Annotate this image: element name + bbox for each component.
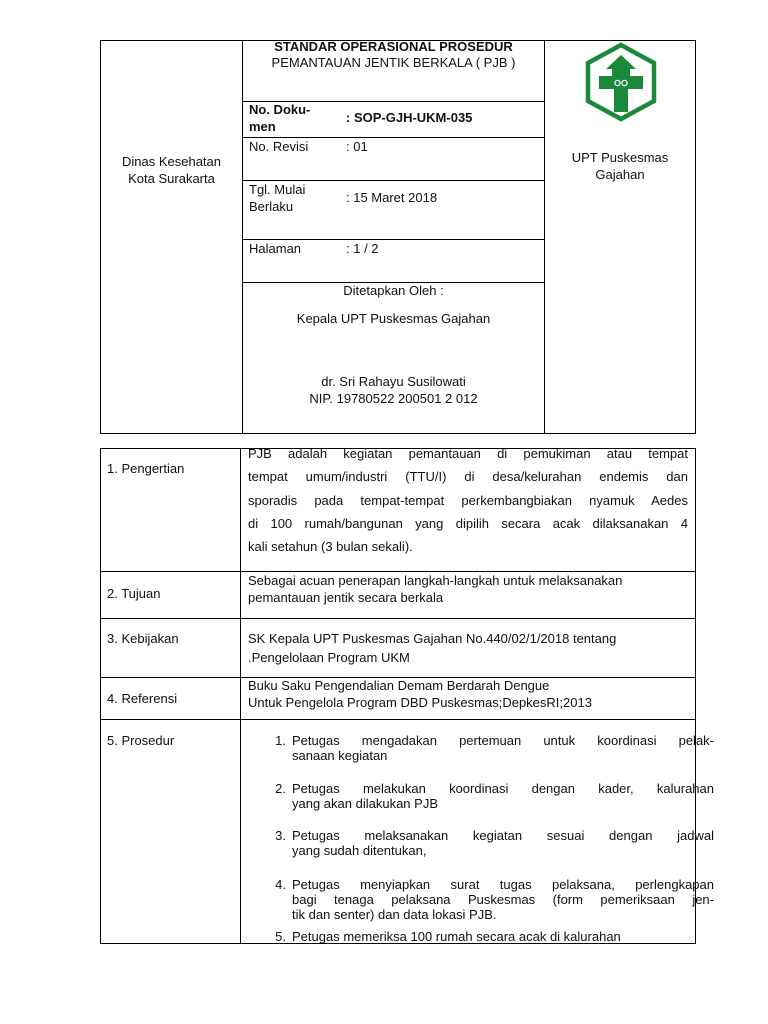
revision-label: No. Revisi — [249, 139, 309, 154]
sop-title: STANDAR OPERASIONAL PROSEDUR — [274, 39, 513, 54]
rule — [100, 618, 696, 619]
signatory-name: dr. Sri Rahayu Susilowati — [321, 374, 466, 389]
rule — [242, 137, 545, 138]
step-number: 2. — [275, 781, 286, 796]
step-number: 1. — [275, 733, 286, 748]
referensi-line: Buku Saku Pengendalian Demam Berdarah Dengue — [248, 678, 550, 693]
step-number: 4. — [275, 877, 286, 892]
puskesmas-logo-icon — [584, 42, 658, 122]
rule — [100, 433, 696, 434]
step-line: Petugas memeriksa 100 rumah secara acak di kalurahan — [292, 929, 621, 944]
pengertian-line: kali setahun (3 bulan sekali). — [248, 539, 413, 554]
sop-subtitle: PEMANTAUAN JENTIK BERKALA ( PJB ) — [271, 55, 516, 70]
rule — [240, 448, 241, 944]
rule — [544, 40, 545, 434]
step-line: Petugas melaksanakan kegiatan sesuai dengan jadwal — [292, 828, 714, 843]
step-line: yang akan dilakukan PJB — [292, 796, 438, 811]
established-by: Ditetapkan Oleh : — [343, 283, 444, 298]
start-date-value: : 15 Maret 2018 — [346, 190, 438, 205]
step-line: sanaan kegiatan — [292, 748, 388, 763]
unit-line-1: UPT Puskesmas — [571, 150, 669, 165]
pengertian-label: 1. Pengertian — [107, 461, 185, 476]
step-line: Petugas mengadakan pertemuan untuk koordinasi pelak- — [292, 733, 714, 748]
step-line: Petugas melakukan koordinasi dengan kader, kalurahan — [292, 781, 714, 796]
head-title: Kepala UPT Puskesmas Gajahan — [296, 311, 491, 326]
pengertian-line: PJB adalah kegiatan pemantauan di pemukiman atau tempat — [248, 446, 688, 461]
step-number: 3. — [275, 828, 286, 843]
doc-no-label-2: men — [249, 119, 276, 134]
tujuan-line: Sebagai acuan penerapan langkah-langkah untuk melaksanakan — [248, 573, 623, 588]
step-line: bagi tenaga pelaksana Puskesmas (form pemeriksaan jen- — [292, 892, 714, 907]
rule — [695, 448, 696, 944]
page-value: : 1 / 2 — [346, 241, 379, 256]
unit-line-2: Gajahan — [595, 167, 645, 182]
prosedur-label: 5. Prosedur — [107, 733, 175, 748]
rule — [695, 40, 696, 434]
rule — [242, 239, 545, 240]
step-line: yang sudah ditentukan, — [292, 843, 427, 858]
rule — [100, 719, 696, 720]
institution-line-2: Kota Surakarta — [128, 171, 215, 186]
pengertian-line: sporadis pada tempat-tempat perkembangbiakan nyamuk Aedes — [248, 493, 688, 508]
pengertian-line: tempat umum/industri (TTU/I) di desa/kelurahan endemis dan — [248, 469, 688, 484]
start-date-label-1: Tgl. Mulai — [249, 182, 306, 197]
rule — [100, 40, 101, 434]
tujuan-line: pemantauan jentik secara berkala — [248, 590, 444, 605]
referensi-line: Untuk Pengelola Program DBD Puskesmas;DepkesRI;2013 — [248, 695, 592, 710]
page-label: Halaman — [249, 241, 302, 256]
rule — [242, 180, 545, 181]
rule — [100, 571, 696, 572]
rule — [100, 448, 101, 944]
institution-line-1: Dinas Kesehatan — [121, 154, 221, 169]
step-number: 5. — [275, 929, 286, 944]
tujuan-label: 2. Tujuan — [107, 586, 161, 601]
kebijakan-line: .Pengelolaan Program UKM — [248, 650, 410, 665]
start-date-label-2: Berlaku — [249, 199, 294, 214]
step-line: Petugas menyiapkan surat tugas pelaksana, perlengkapan — [292, 877, 714, 892]
kebijakan-line: SK Kepala UPT Puskesmas Gajahan No.440/02/1/2018 tentang — [248, 631, 617, 646]
doc-no-value: : SOP-GJH-UKM-035 — [346, 110, 473, 125]
revision-value: : 01 — [346, 139, 368, 154]
signatory-nip: NIP. 19780522 200501 2 012 — [309, 391, 478, 406]
kebijakan-label: 3. Kebijakan — [107, 631, 179, 646]
step-line: tik dan senter) dan data lokasi PJB. — [292, 907, 497, 922]
doc-no-label-1: No. Doku- — [249, 102, 311, 117]
pengertian-line: di 100 rumah/bangunan yang dipilih secara acak dilaksanakan 4 — [248, 516, 688, 531]
referensi-label: 4. Referensi — [107, 691, 178, 706]
